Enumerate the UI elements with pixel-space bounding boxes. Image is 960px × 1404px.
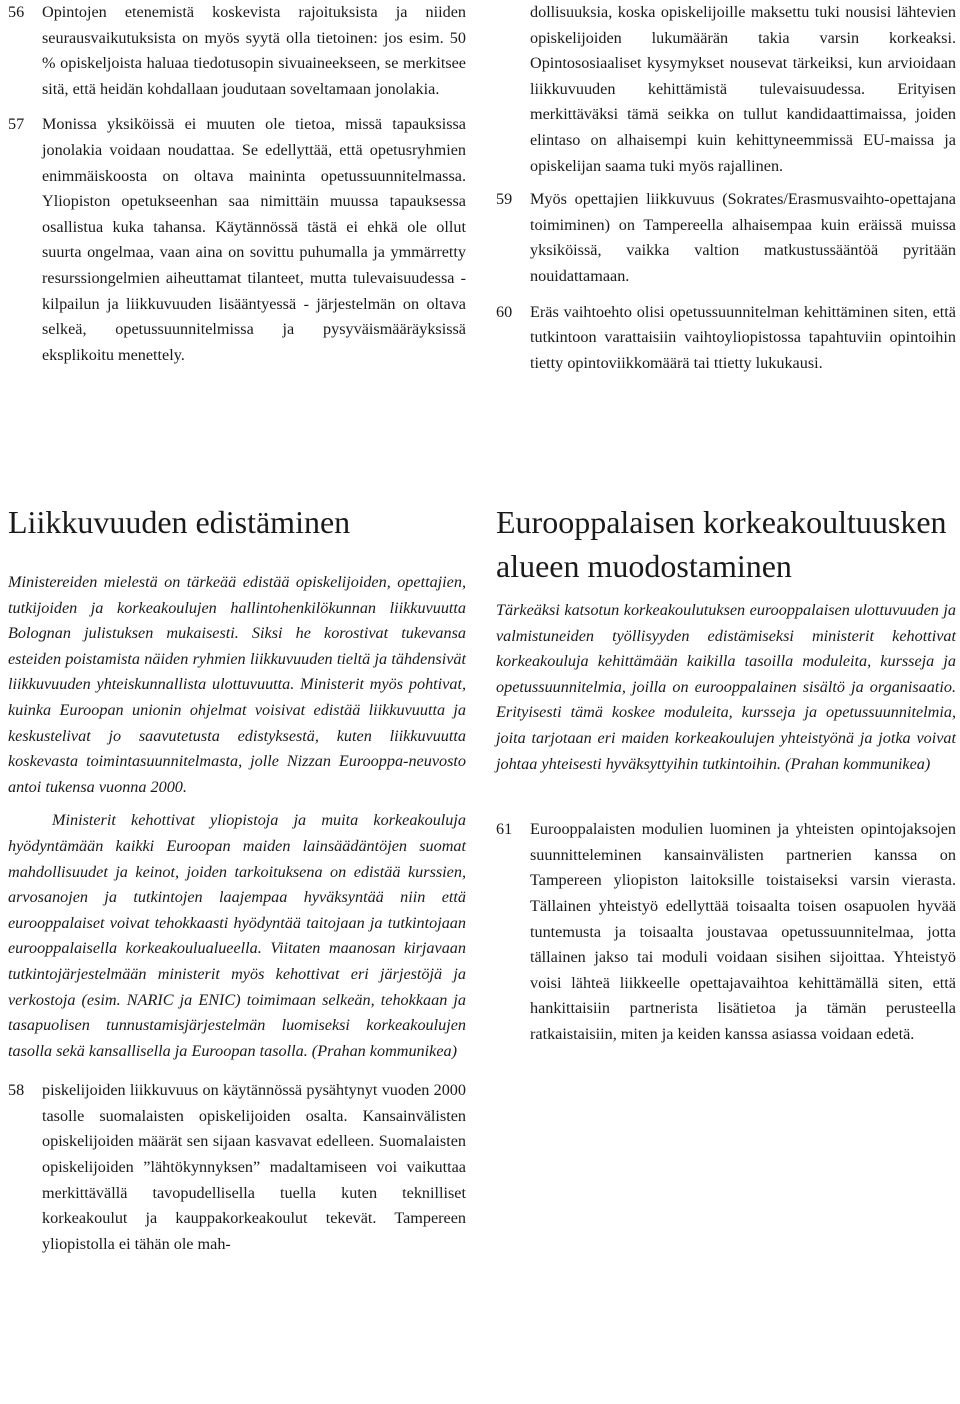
- quote-paragraph: Ministereiden mielestä on tärkeää edistää opiskelijoiden, opettajien, tutkijoiden ja korkeakoulujen hallintohenkilökunnan liikkuvuutta Bolognan julistuksen mukaisesti. Siksi he korostivat tukevansa esteiden poistamista näiden ryhmien liikkuvuuden tieltä ja tähdensivät liikkuvuuden yhteiskunnallista ulottuvuutta. Ministerit myös pohtivat, kuinka Euroopan unionin ohjelmat voisivat edistää liikkuvuutta ja keskustelivat jo saavutetusta edistyksestä, kuten liikkuvuutta koskevasta toimintasuunnitelmasta, jolle Nizzan Eurooppa-neuvosto antoi tukensa vuonna 2000.: [8, 573, 466, 796]
- paragraph-number: 58: [8, 1081, 25, 1100]
- paragraph-61: [496, 817, 956, 1047]
- paragraph-57: [8, 112, 466, 368]
- right-bottom-column: [496, 500, 956, 1058]
- section-heading: Liikkuvuuden edistäminen: [8, 504, 351, 540]
- paragraph-number: 57: [8, 115, 25, 134]
- left-bottom-column: [8, 500, 466, 1267]
- paragraph-58-continuation: dollisuuksia, koska opiskelijoille maksettu tuki nousisi lähtevien opiskelijoiden lukumäärän takia varsin korkeaksi. Opintososiaaliset kysymykset nousevat tärkeiksi, kun arvioidaan liikkuvuuden kehittämistä tulevaisuudessa. Erityisen merkittäväksi tämä seikka on tullut kandidaattimaissa, joiden elintaso on alhaisempi kuin kehittyneemmissä EU-maissa ja opiskelijan saama tuki myös rajallinen.: [530, 3, 956, 175]
- paragraph-56: [8, 0, 466, 102]
- paragraph-text: Myös opettajien liikkuvuus (Sokrates/Erasmusvaihto-opettajana toimiminen) on Tampereella alhaisempaa kuin eräissä muissa yksiköissä, vaikka valtion matkustussääntöä pyritään nouidattamaan.: [530, 190, 956, 285]
- paragraph-number: 61: [496, 820, 513, 839]
- left-top-column: [8, 0, 466, 378]
- paragraph-number: 56: [8, 3, 25, 21]
- right-top-column: [496, 0, 956, 386]
- paragraph-text: Eräs vaihtoehto olisi opetussuunnitelman kehittäminen siten, että tutkintoon varattaisiin vaihtoyliopistossa tapahtuviin opintoihin tietty opintoviikkomäärä tai ttietty lukukausi.: [530, 302, 956, 372]
- spacer: [8, 554, 466, 570]
- paragraph-number: 59: [496, 190, 513, 209]
- paragraph-60: [496, 300, 956, 377]
- paragraph-59: [496, 187, 956, 289]
- paragraph-58: [8, 1078, 466, 1257]
- section-heading: Eurooppalaisen korkeakoultuusken alueen muodostaminen: [496, 504, 947, 584]
- quote-paragraph: Ministerit kehottivat yliopistoja ja muita korkeakouluja hyödyntämään kaikki Euroopan maiden lainsäädäntöjen suomat mahdollisuudet ja keinot, joiden tarkoituksena on edistää kurssien, arvosanojen ja tutkintojen laajempaa hyväksyntää niin että eurooppalaiset voivat tehokkaasti hyödyntää taitojaan ja tutkintojaan eurooppalaisella korkeakoulualueella. Viitaten maanosan kirjavaan tutkintojärjestelmään ministerit myös kehottivat eri järjestöjä ja verkostoja (esim. NARIC ja ENIC) toimimaan selkeän, tehokkaan ja tasapuolisen tunnustamisjärjestelmän luomiseksi korkeakoulujen tasolla sekä kansallisella ja Euroopan tasolla. (Prahan kommunikea): [8, 811, 466, 1060]
- paragraph-text: Eurooppalaisten modulien luominen ja yhteisten opintojaksojen suunnitteleminen kansainvälisten partnerien kanssa on Tampereen yliopiston laitoksille toistaiseksi varsin vierasta. Tällainen yhteistyö edellyttää toisaalta toisen osapuolen hyvää tuntemusta ja toisaalta joustavaa opetussuunnitelmaa, jotta tällainen jakso tai moduli voidaan sisihen sijoittaa. Yhteistyö voisi lähteä liikkeelle opettajavaihtoa kehittämällä siten, että hankittaisiin partnerista lisätietoa ja tämän perusteella ratkaistaisiin, miten ja keiden kanssa asiassa voidaan edetä.: [530, 820, 956, 1043]
- paragraph-text: Opintojen etenemistä koskevista rajoituksista ja niiden seurausvaikutuksista on myös syytä olla tietoinen: jos esim. 50 % opiskeljoista haluaa tiedotusopin sivuaineekseen, se merkitsee sitä, että heidän kohdallaan joudutaan soveltamaan jonolakia.: [42, 3, 466, 98]
- quote-paragraph: Tärkeäksi katsotun korkeakoulutuksen eurooppalaisen ulottuvuuden ja valmistuneiden työllisyyden edistämiseksi ministerit kehottivat korkeakouluja kehittämään kaikilla tasoilla moduleita, kursseja ja opetussuunnitelmia, joilla on eurooppalainen sisältö ja organisaatio. Erityisesti tämä koskee moduleita, kursseja ja opetussuunnitelmia, joita tarjotaan eri maiden korkeakoulujen yhteistyönä ja jotka voivat johtaa yhteisesti hyväksyttyihin tutkintoihin. (Prahan kommunikea): [496, 601, 956, 773]
- paragraph-text: Monissa yksiköissä ei muuten ole tietoa, missä tapauksissa jonolakia voidaan noudattaa. Se edellyttää, että opetusryhmien enimmäiskoosta on oltava maininta opetussuunnitelmassa. Yliopiston opetukseenhan saa nimittäin muussa tapauksessa osallistua kuka tahansa. Käytännössä tästä ei ehkä ole ollut suurta ongelmaa, vaan aina on sovittu puhumalla ja ymmärretty resurssiongelmien aiheuttamat tilanteet, mutta tulevaisuudessa - kilpailun ja liikkuvuuden lisääntyessä - järjestelmän on oltava selkeä, opetussuunnitelmissa ja pysyväismääräyksissä eksplikoitu menettely.: [42, 115, 466, 364]
- paragraph-text: piskelijoiden liikkuvuus on käytännössä pysähtynyt vuoden 2000 tasolle suomalaisten opiskelijoiden osalta. Kansainvälisten opiskelijoiden määrät sen sijaan kasvavat edelleen. Suomalaisten opiskelijoiden ”lähtökynnyksen” madaltamiseen voi vaikuttaa merkittävällä tavopudellisella tuella kuten teknilliset korkeakoulut ja kauppakorkeakoulut tekevät. Tampereen yliopistolla ei tähän ole mah-: [42, 1081, 466, 1253]
- paragraph-number: 60: [496, 302, 513, 321]
